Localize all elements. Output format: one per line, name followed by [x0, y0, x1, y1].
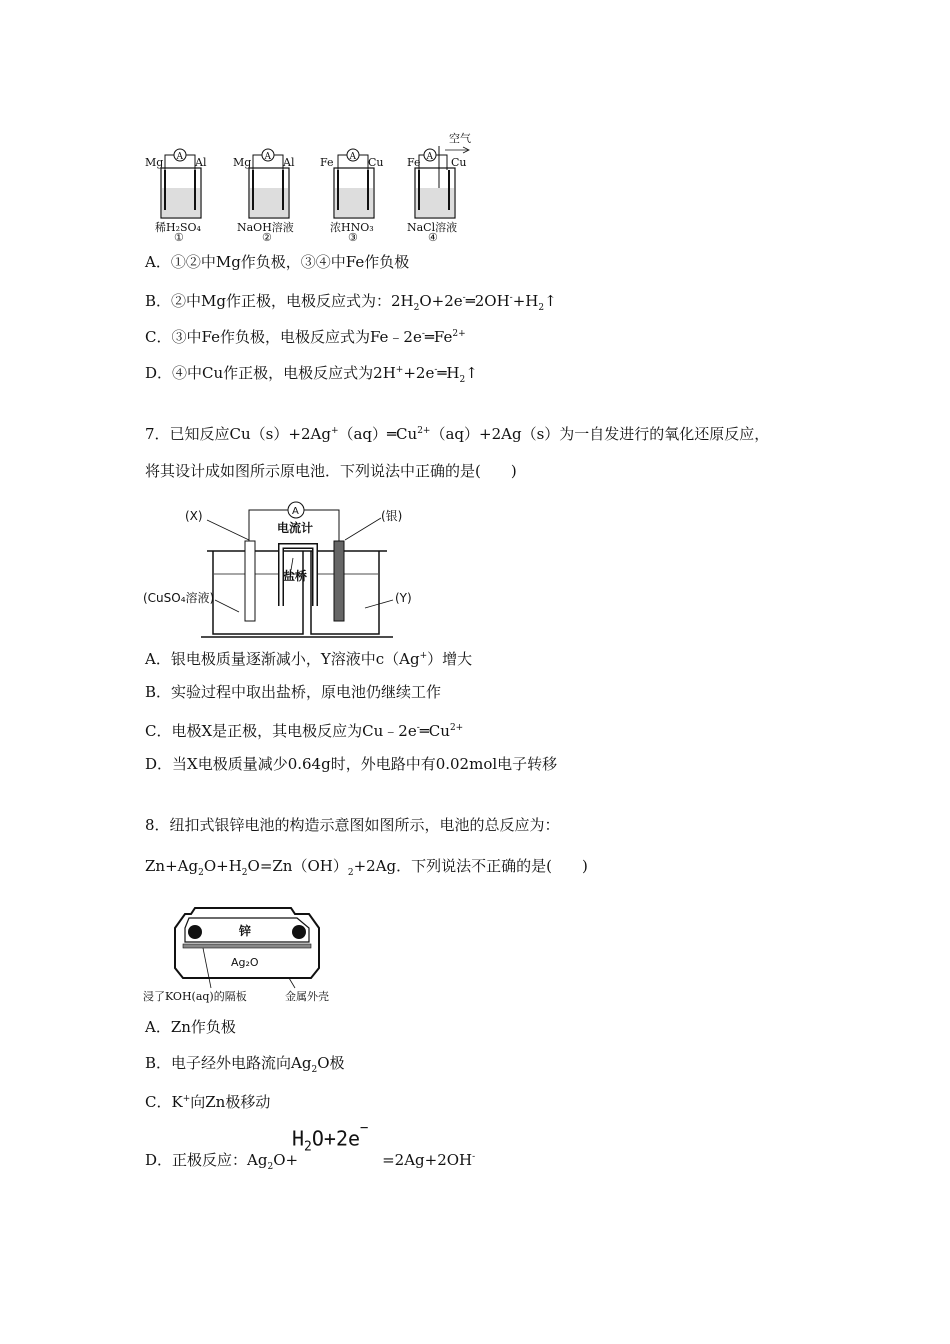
cell-2-solution-label: NaOH溶液: [237, 221, 294, 234]
svg-text:A: A: [176, 152, 183, 162]
cell-4: [407, 131, 471, 242]
q7-galvanic-cell-figure: [143, 496, 428, 644]
svg-text:A: A: [349, 152, 356, 162]
q6-cells-figure: [143, 130, 473, 242]
q8-stem-line-2: $Zn+Ag_2O+H_2O=Zn(OH)_2+2Ag$．下列说法不正确的是( ): [145, 857, 588, 878]
cell-2-index: ②: [262, 231, 272, 242]
cell-1-right-electrode-label: Al: [195, 156, 207, 169]
zinc-label: 锌: [239, 924, 252, 938]
q8-option-d[interactable]: D．正极反应：$Ag_2O+ =2Ag+2OH^-$: [145, 1151, 476, 1172]
cell-4-left-electrode-label: Fe: [407, 156, 421, 169]
q7-option-b[interactable]: B．实验过程中取出盐桥，原电池仍继续工作: [145, 683, 442, 701]
cell-3-right-electrode-label: Cu: [368, 156, 384, 169]
cell-1-index: ①: [174, 231, 184, 242]
q8-option-d-formula: $H_2O+2e^-$: [292, 1120, 369, 1155]
q8-option-b[interactable]: B．电子经外电路流向$Ag_2O$极: [145, 1054, 345, 1075]
q8-option-a[interactable]: A．Zn作负极: [145, 1018, 236, 1036]
solution-y-label: (Y): [395, 591, 412, 605]
galvanometer-label: 电流计: [277, 521, 314, 535]
cell-4-right-electrode-label: Cu: [451, 156, 467, 169]
q7-option-d[interactable]: D．当X电极质量减少0.64g时，外电路中有0.02mol电子转移: [145, 755, 558, 773]
q6-option-d[interactable]: D．④中Cu作正极，电极反应式为$2H^++2e^-═H_2↑$: [145, 364, 478, 385]
cell-3-left-electrode-label: Fe: [320, 156, 334, 169]
cell-3: [320, 149, 384, 242]
q7-stem-line-1: 7．已知反应$Cu(s)+2Ag^+(aq)═Cu^{2+}(aq)+2Ag(s)$为一自发进行的氧化还原反应，: [145, 425, 770, 443]
salt-bridge-label: 盐桥: [283, 569, 308, 583]
svg-text:A: A: [264, 152, 271, 162]
q6-option-b[interactable]: B．②中Mg作正极，电极反应式为：$2H_2O+2e^-═2OH^-+H_2↑$: [145, 292, 557, 313]
cell-2-left-electrode-label: Mg: [233, 156, 252, 169]
cell-3-index: ③: [348, 231, 358, 242]
cell-2-right-electrode-label: Al: [283, 156, 295, 169]
q6-option-a[interactable]: A．①②中Mg作负极，③④中Fe作负极: [145, 253, 410, 271]
cuso4-solution-label: (CuSO₄溶液): [143, 591, 215, 605]
q8-stem-line-1: 8．纽扣式银锌电池的构造示意图如图所示，电池的总反应为：: [145, 816, 560, 834]
q8-button-cell-figure: [143, 898, 343, 1006]
q7-stem-line-2: 将其设计成如图所示原电池．下列说法中正确的是( ): [145, 462, 517, 480]
cell-2: [233, 149, 295, 242]
electrode-x-label: (X): [185, 509, 203, 523]
q7-option-c[interactable]: C．电极X是正极，其电极反应为$Cu﹣2e^-═Cu^{2+}$: [145, 722, 464, 740]
svg-text:A: A: [426, 152, 433, 162]
cell-3-solution-label: 浓HNO₃: [330, 221, 374, 234]
silver-electrode-label: (银): [381, 509, 403, 523]
q7-option-a[interactable]: A．银电极质量逐渐减小，Y溶液中c（Ag+）增大: [145, 650, 473, 668]
cell-4-solution-label: NaCl溶液: [407, 221, 458, 234]
cell-1: [145, 149, 207, 242]
cell-4-index: ④: [428, 231, 438, 242]
separator: [183, 944, 311, 948]
cell-1-solution-label: 稀H₂SO₄: [155, 221, 201, 234]
q8-option-c[interactable]: C．K+向Zn极移动: [145, 1093, 271, 1111]
shell-label: 金属外壳: [285, 990, 329, 1003]
svg-text:A: A: [292, 506, 299, 517]
ag2o-label: Ag₂O: [231, 956, 259, 969]
separator-label: 浸了KOH(aq)的隔板: [143, 990, 247, 1003]
q6-option-c[interactable]: C．③中Fe作负极，电极反应式为$Fe﹣2e^-═Fe^{2+}$: [145, 328, 466, 346]
air-label: 空气: [449, 132, 471, 145]
cell-1-left-electrode-label: Mg: [145, 156, 164, 169]
